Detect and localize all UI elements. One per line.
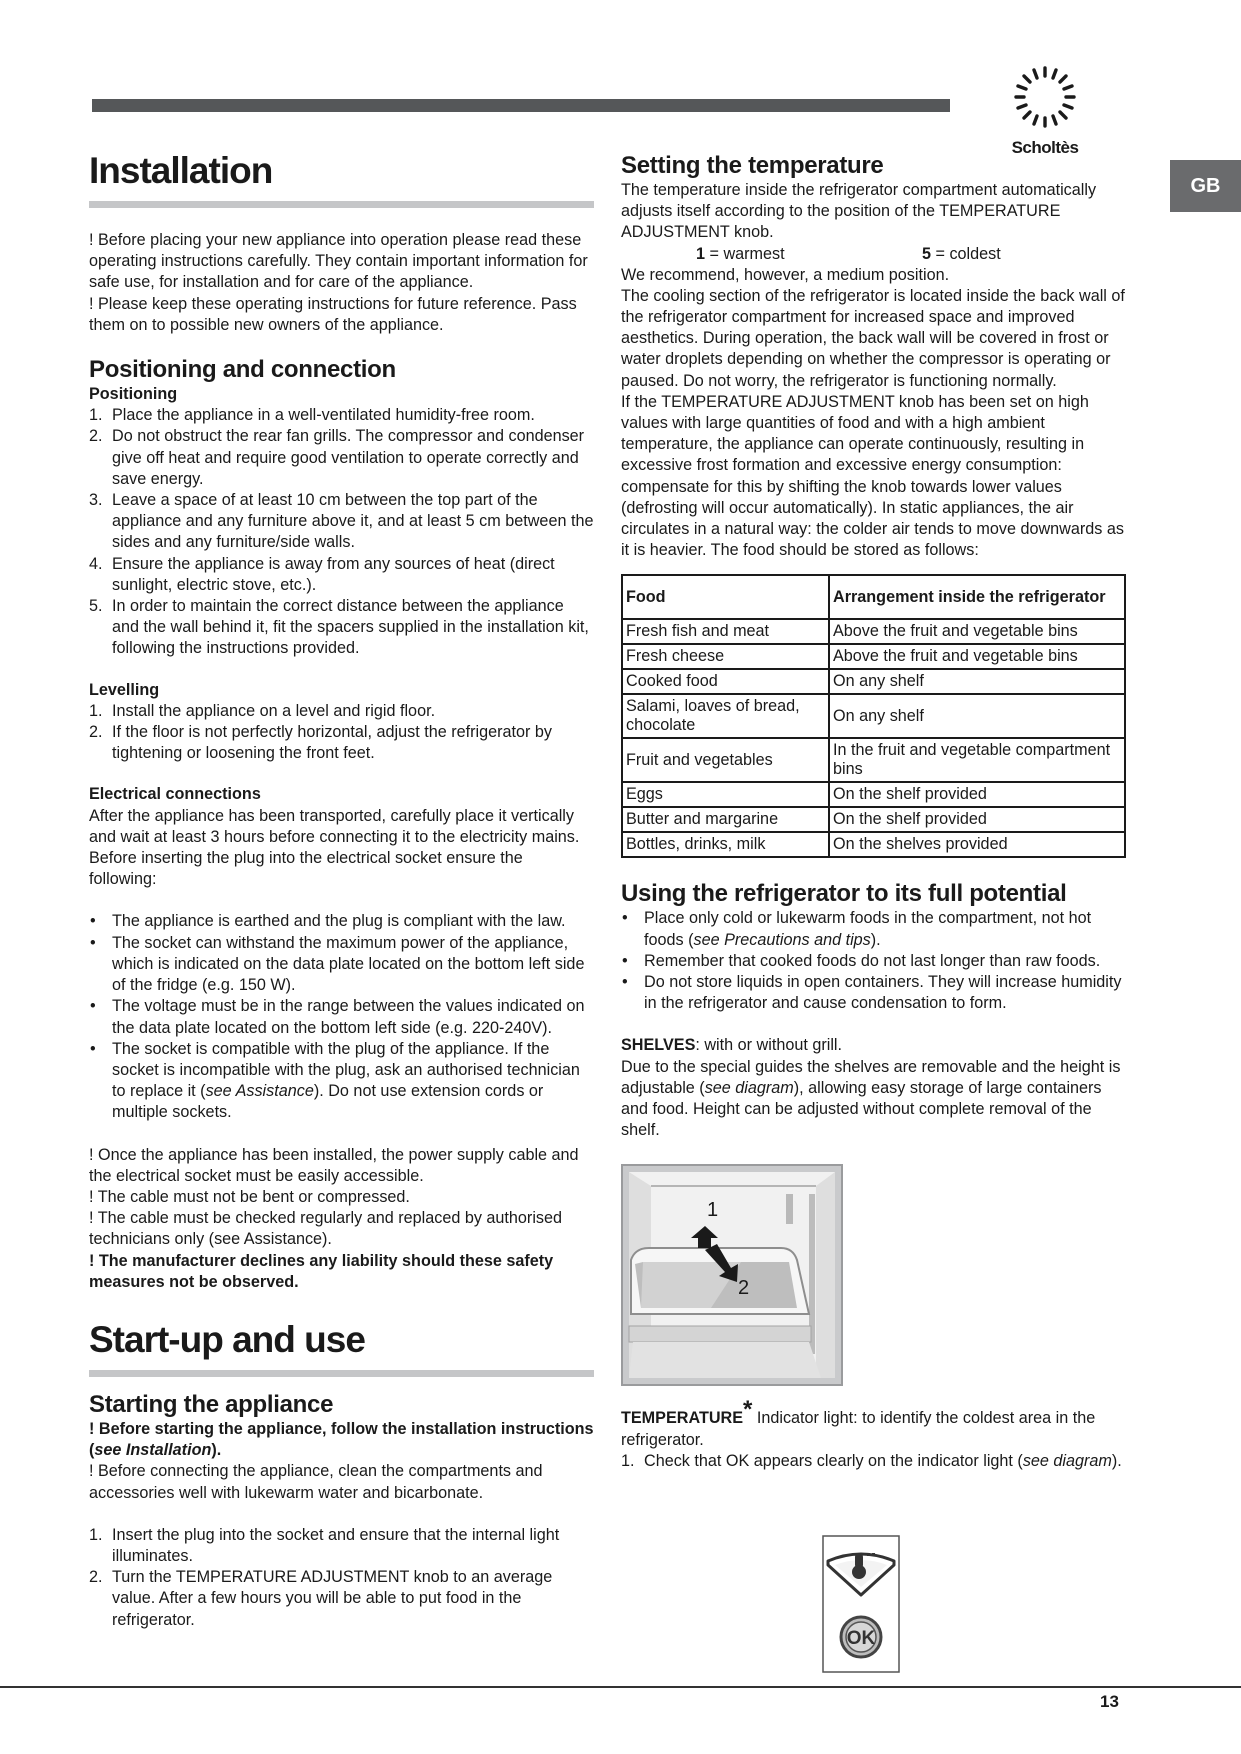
positioning-subtitle: Positioning: [89, 385, 178, 404]
table-cell: On any shelf: [829, 669, 1125, 694]
levelling-subtitle: Levelling: [89, 680, 160, 699]
list-item: 1. Place the appliance in a well-ventilated humidity-free room.: [89, 406, 535, 425]
diagram-label: 2: [738, 1277, 750, 1300]
startup-title: Start-up and use: [89, 1318, 365, 1360]
table-row: [622, 738, 1125, 782]
temperature-title: Setting the temperature: [621, 152, 884, 179]
list-item: 1. Insert the plug into the socket and ensure that the internal light illuminates.: [89, 1525, 560, 1565]
table-row: [622, 694, 1125, 738]
ok-label: OK: [846, 1628, 876, 1649]
temperature-intro: The temperature inside the refrigerator compartment automatically adjusts itself according to the position of the TEMPERATURE ADJUSTMENT knob.: [621, 181, 1097, 242]
electrical-text: After the appliance has been transported, carefully place it vertically and wait at least 3 hours before connecting it to the electricity mains. Before inserting the plug into the electrical socket ensure the following:: [89, 806, 580, 889]
table-cell: Fresh fish and meat: [622, 619, 829, 644]
table-row: [622, 782, 1125, 807]
startup-note: ! Before connecting the appliance, clean the compartments and accessories well with lukewarm water and bicarbonate.: [89, 1462, 543, 1502]
table-row: [622, 644, 1125, 669]
full-potential-title: Using the refrigerator to its full potential: [621, 880, 1067, 908]
warning-text: ! The cable must be checked regularly and replaced by authorised technicians only (see Assistance).: [89, 1209, 563, 1249]
table-row: [622, 669, 1125, 694]
list-item: 1. Install the appliance on a level and rigid floor.: [89, 701, 436, 720]
table-row: [622, 619, 1125, 644]
table-cell: On the shelf provided: [829, 782, 1125, 807]
diagram-label: 1: [707, 1199, 719, 1222]
coldest-value: 5 = coldest: [922, 244, 1001, 263]
title-rule: [89, 201, 594, 208]
sun-burst-icon: [1000, 62, 1090, 142]
list-item: • The voltage must be in the range between the values indicated on the data plate located on the bottom left side (e.g. 220-240V).: [89, 996, 594, 1038]
table-cell: Above the fruit and vegetable bins: [829, 619, 1125, 644]
startup-steps: [89, 1525, 594, 1631]
table-cell: Bottles, drinks, milk: [622, 832, 829, 857]
shelf-diagram: [621, 1164, 843, 1386]
levelling-list: [89, 701, 594, 765]
list-item: • Remember that cooked foods do not last longer than raw foods.: [621, 951, 1131, 972]
intro-paragraph: ! Before placing your new appliance into operation please read these operating instructions carefully. They contain important information for safe use, for installation and for care of the appliance.: [89, 231, 588, 292]
indicator-diagram: [822, 1535, 900, 1673]
shelves-text: [621, 1035, 1131, 1141]
left-column: [89, 150, 594, 1631]
table-cell: On any shelf: [829, 694, 1125, 738]
right-column: [621, 152, 1131, 1472]
table-cell: Above the fruit and vegetable bins: [829, 644, 1125, 669]
table-cell: Salami, loaves of bread, chocolate: [622, 694, 829, 738]
shelves-heading: SHELVES: with or without grill.: [621, 1036, 843, 1055]
list-item: 2. Turn the TEMPERATURE ADJUSTMENT knob to an average value. After a few hours you will be able to put food in the refrigerator.: [89, 1568, 553, 1629]
table-row: [622, 807, 1125, 832]
starting-title: Starting the appliance: [89, 1390, 334, 1418]
electrical-subtitle: Electrical connections: [89, 785, 261, 804]
page-number: 13: [1100, 1692, 1119, 1711]
table-cell: In the fruit and vegetable compartment bins: [829, 738, 1125, 782]
liability-warning: ! The manufacturer declines any liability should these safety measures not be observed.: [89, 1251, 554, 1291]
startup-bold-note: ! Before starting the appliance, follow the installation instructions (see Installation).: [89, 1419, 594, 1460]
table-header: Arrangement inside the refrigerator: [829, 575, 1125, 619]
list-item: 2. If the floor is not perfectly horizontal, adjust the refrigerator by tightening or loosening the front feet.: [89, 723, 552, 763]
positioning-connection-title: Positioning and connection: [89, 356, 396, 384]
list-item: 3. Leave a space of at least 10 cm between the top part of the appliance and any furniture above it, and at least 5 cm between the sides and any furniture/side walls.: [89, 491, 594, 552]
list-item: • The socket can withstand the maximum power of the appliance, which is indicated on the data plate located on the bottom left side of the fridge (e.g. 150 W).: [89, 933, 594, 997]
ok-indicator-icon: [841, 1617, 881, 1657]
warning-text: ! Once the appliance has been installed, the power supply cable and the electrical socket must be easily accessible.: [89, 1145, 579, 1185]
brand-name: Scholtès: [1011, 138, 1079, 157]
footer-line: [0, 1686, 1241, 1688]
list-item: 2. Do not obstruct the rear fan grills. The compressor and condenser give off heat and require good ventilation to operate correctly and save energy.: [89, 427, 585, 488]
shelves-description: Due to the special guides the shelves are removable and the height is adjustable (see diagram), allowing easy storage of large containers and food. Height can be adjusted without complete removal of the shelf.: [621, 1057, 1121, 1140]
table-cell: Cooked food: [622, 669, 829, 694]
table-header-row: [622, 575, 1125, 619]
table-header: Food: [622, 575, 829, 619]
list-item: • The appliance is earthed and the plug is compliant with the law.: [89, 911, 594, 932]
temperature-indicator-text: TEMPERATURE* Indicator light: to identify the coldest area in the refrigerator.: [621, 1396, 1096, 1449]
recommend-text: We recommend, however, a medium position.: [621, 265, 950, 284]
intro-paragraph: ! Please keep these operating instructions for future reference. Pass them on to possible new owners of the appliance.: [89, 294, 577, 334]
installation-title: Installation: [89, 150, 273, 191]
table-cell: Eggs: [622, 782, 829, 807]
header-bar: [92, 99, 950, 112]
language-tab: GB: [1170, 160, 1241, 212]
table-cell: On the shelves provided: [829, 832, 1125, 857]
warnings: [89, 1145, 594, 1293]
food-table: [621, 574, 1126, 858]
intro-text: [89, 230, 594, 336]
list-item: • The socket is compatible with the plug of the appliance. If the socket is incompatible with the plug, ask an authorised technician to replace it (see Assistance). Do not use extension cords or multiple sockets.: [89, 1039, 594, 1124]
full-potential-bullets: [621, 908, 1131, 1014]
cooling-text: The cooling section of the refrigerator is located inside the back wall of the refrigerator compartment for increased space and improved aesthetics. During operation, the back wall will be covered in frost or water droplets depending on whether the compressor is operating or paused. Do not worry, the refrigerator is functioning normally.: [621, 286, 1125, 390]
list-item: 5. In order to maintain the correct distance between the appliance and the wall behind it, fit the spacers supplied in the installation kit, following the instructions provided.: [89, 597, 589, 658]
indicator-steps: [621, 1451, 1131, 1472]
list-item: 4. Ensure the appliance is away from any sources of heat (direct sunlight, electric stove, etc.).: [89, 554, 555, 594]
title-rule: [89, 1370, 594, 1377]
knob-text: If the TEMPERATURE ADJUSTMENT knob has been set on high values with large quantities of food and with a high ambient temperature, the appliance can operate continuously, resulting in excessive frost formation and excessive energy consumption: compensate for this by shifting the knob towards lower values (defrosting will occur automatically). In static appliances, the air circulates in a natural way: the colder air tends to move downwards as it is heavier. The food should be stored as follows:: [621, 392, 1124, 560]
table-row: [622, 832, 1125, 857]
warmest-value: 1 = warmest: [696, 244, 785, 263]
list-item: • Do not store liquids in open containers. They will increase humidity in the refrigerator and cause condensation to form.: [621, 972, 1131, 1014]
table-cell: On the shelf provided: [829, 807, 1125, 832]
brand-logo: [1000, 62, 1090, 164]
positioning-list: [89, 405, 594, 659]
table-cell: Butter and margarine: [622, 807, 829, 832]
electrical-bullets: [89, 911, 594, 1123]
list-item: • Place only cold or lukewarm foods in the compartment, not hot foods (see Precautions and tips).: [621, 908, 1131, 950]
temperature-scale: [621, 244, 1131, 265]
table-cell: Fruit and vegetables: [622, 738, 829, 782]
list-item: 1. Check that OK appears clearly on the indicator light (see diagram).: [621, 1451, 1122, 1470]
table-cell: Fresh cheese: [622, 644, 829, 669]
warning-text: ! The cable must not be bent or compressed.: [89, 1187, 410, 1206]
